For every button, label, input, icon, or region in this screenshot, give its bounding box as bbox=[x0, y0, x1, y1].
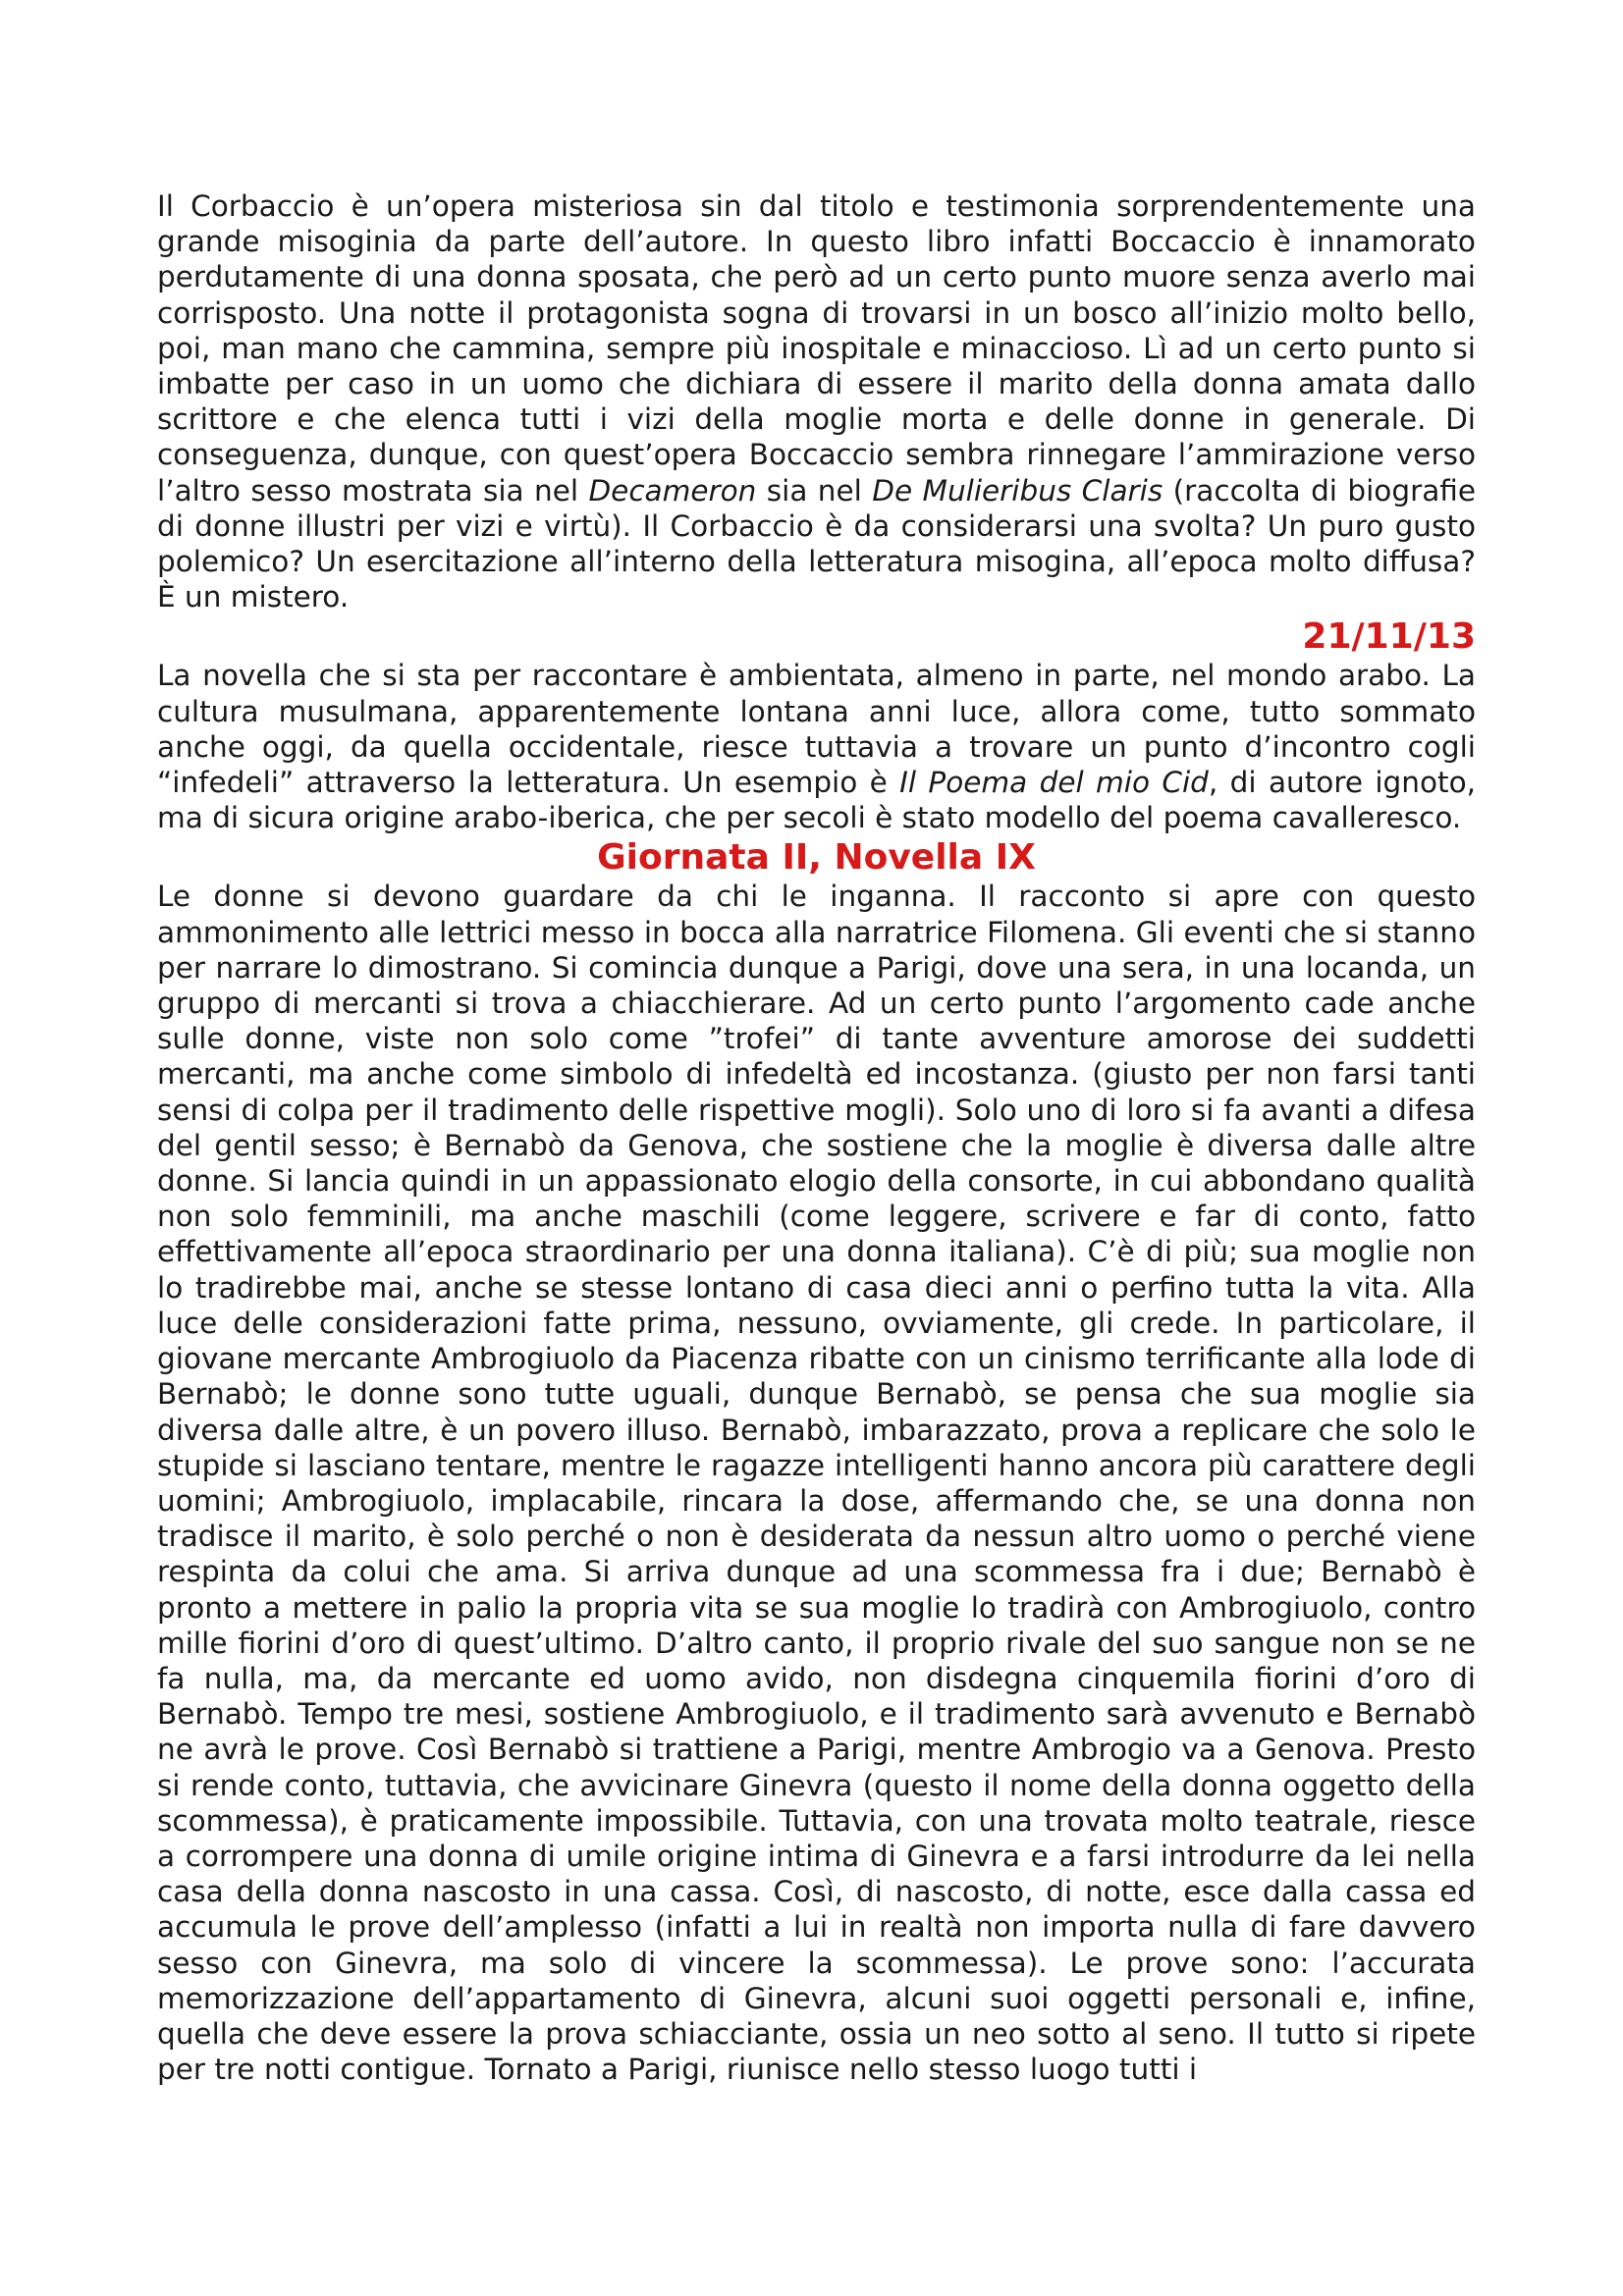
date-heading: 21/11/13 bbox=[1302, 616, 1476, 658]
text-run: sia nel bbox=[756, 473, 873, 507]
italic-title-poema-del-mio-cid: Il Poema del mio Cid bbox=[899, 766, 1209, 800]
italic-title-decameron: Decameron bbox=[588, 473, 757, 507]
text-run: La novella che si sta per raccontare è ambientata, almeno in parte, nel mondo arabo. La cultura musulmana, apparentemente lontana anni luce, allora come, tutto sommato anche oggi, da quella occidentale, riesce tuttavia a trovare un punto d’incontro cogli “infedeli” attraverso la letteratura. Un esempio è bbox=[157, 659, 1476, 800]
section-heading: Giornata II, Novella IX bbox=[597, 837, 1036, 879]
text-run: , di autore ignoto, ma di sicura origine arabo-iberica, che per secoli è stato modello del poema cavalleresco. bbox=[157, 766, 1477, 835]
paragraph-intro bbox=[157, 658, 1476, 835]
text-run: (raccolta di biografie di donne illustri per vizi e virtù). Il Corbaccio è da considerarsi una svolta? Un puro gusto polemico? Un esercitazione all’interno della letteratura misogina, all’epoca molto diffusa? È un mistero. bbox=[157, 473, 1477, 614]
italic-title-de-mulieribus-claris: De Mulieribus Claris bbox=[872, 473, 1163, 507]
paragraph-novella: Le donne si devono guardare da chi le inganna. Il racconto si apre con questo ammonimento alle lettrici messo in bocca alla narratrice Filomena. Gli eventi che si stanno per narrare lo dimostrano. Si comincia dunque a Parigi, dove una sera, in una locanda, un gruppo di mercanti si trova a chiacchierare. Ad un certo punto l’argomento cade anche sulle donne, viste non solo come ”trofei” di tante avventure amorose dei suddetti mercanti, ma anche come simbolo di infedeltà ed incostanza. (giusto per non farsi tanti sensi di colpa per il tradimento delle rispettive mogli). Solo uno di loro si fa avanti a difesa del gentil sesso; è Bernabò da Genova, che sostiene che la moglie è diversa dalle altre donne. Si lancia quindi in un appassionato elogio della consorte, in cui abbondano qualità non solo femminili, ma anche maschili (come leggere, scrivere e far di conto, fatto effettivamente all’epoca straordinario per una donna italiana). C’è di più; sua moglie non lo tradirebbe mai, anche se stesse lontano di casa dieci anni o perfino tutta la vita. Alla luce delle considerazioni fatte prima, nessuno, ovviamente, gli crede. In particolare, il giovane mercante Ambrogiuolo da Piacenza ribatte con un cinismo terrificante alla lode di Bernabò; le donne sono tutte uguali, dunque Bernabò, se pensa che sua moglie sia diversa dalle altre, è un povero illuso. Bernabò, imbarazzato, prova a replicare che solo le stupide si lasciano tentare, mentre le ragazze intelligenti hanno ancora più carattere degli uomini; Ambrogiuolo, implacabile, rincara la dose, affermando che, se una donna non tradisce il marito, è solo perché o non è desiderata da nessun altro uomo o perché viene respinta da colui che ama. Si arriva dunque ad una scommessa fra i due; Bernabò è pronto a mettere in palio la propria vita se sua moglie lo tradirà con Ambrogiuolo, contro mille fiorini d’oro di quest’ultimo. D’altro canto, il proprio rivale del suo sangue non se ne fa nulla, ma, da mercante ed uomo avido, non disdegna cinquemila fiorini d’oro di Bernabò. Tempo tre mesi, sostiene Ambrogiuolo, e il tradimento sarà avvenuto e Bernabò ne avrà le prove. Così Bernabò si trattiene a Parigi, mentre Ambrogio va a Genova. Presto si rende conto, tuttavia, che avvicinare Ginevra (questo il nome della donna oggetto della scommessa), è praticamente impossibile. Tuttavia, con una trovata molto teatrale, riesce a corrompere una donna di umile origine intima di Ginevra e a farsi introdurre da lei nella casa della donna nascosto in una cassa. Così, di nascosto, di notte, esce dalla cassa ed accumula le prove dell’amplesso (infatti a lui in realtà non importa nulla di fare davvero sesso con Ginevra, ma solo di vincere la scommessa). Le prove sono: l’accurata memorizzazione dell’appartamento di Ginevra, alcuni suoi oggetti personali e, infine, quella che deve essere la prova schiacciante, ossia un neo sotto al seno. Il tutto si ripete per tre notti contigue. Tornato a Parigi, riunisce nello stesso luogo tutti i bbox=[157, 880, 1476, 2087]
text-run: Il Corbaccio è un’opera misteriosa sin dal titolo e testimonia sorprendentemente una grande misoginia da parte dell’autore. In questo libro infatti Boccaccio è innamorato perdutamente di una donna sposata, che però ad un certo punto muore senza averlo mai corrisposto. Una notte il protagonista sogna di trovarsi in un bosco all’inizio molto bello, poi, man mano che cammina, sempre più inospitale e minaccioso. Lì ad un certo punto si imbatte per caso in un uomo che dichiara di essere il marito della donna amata dallo scrittore e che elenca tutti i vizi della moglie morta e delle donne in generale. Di conseguenza, dunque, con quest’opera Boccaccio sembra rinnegare l’ammirazione verso l’altro sesso mostrata sia nel bbox=[157, 189, 1476, 507]
document-page bbox=[157, 188, 1476, 2087]
paragraph-corbaccio bbox=[157, 188, 1476, 614]
